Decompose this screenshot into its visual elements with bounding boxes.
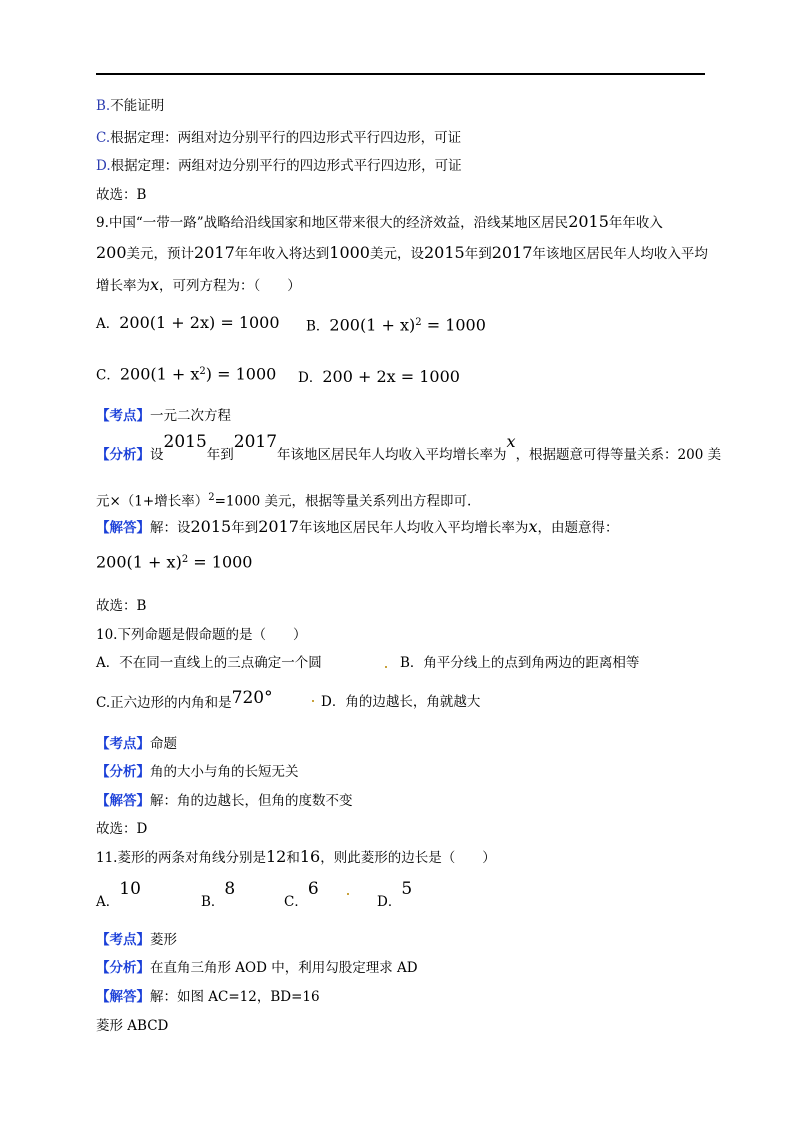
q9-option-a: A．200(1 + 2x) = 1000: [96, 313, 280, 332]
stray-mark: [385, 666, 387, 668]
q10-answer: 故选：D: [96, 821, 148, 837]
q10-kaodian: 【考点】命题: [96, 736, 177, 752]
q10-option-d: D．角的边越长，角就越大: [321, 694, 481, 710]
q8-answer: 故选：B: [96, 187, 147, 203]
q9-option-d: D．200 + 2x = 1000: [298, 367, 460, 386]
q10-stem: 10.下列命题是假命题的是（ ）: [96, 627, 307, 643]
q9-kaodian: 【考点】一元二次方程: [96, 408, 231, 424]
stray-mark: [347, 893, 349, 895]
q9-fenxi-line2: 元×（1+增长率）$^2$=1000 美元，根据等量关系列出方程即可.: [96, 492, 472, 510]
q8-option-d: D.根据定理：两组对边分别平行的四边形式平行四边形，可证: [96, 158, 462, 174]
q9-equation: $200(1 + x)^2 = 1000$: [96, 552, 253, 572]
q11-option-b: B．8: [201, 879, 236, 910]
q8-option-b: B.不能证明: [96, 98, 165, 114]
q10-option-a: A．不在同一直线上的三点确定一个圆: [96, 655, 322, 671]
q11-kaodian: 【考点】菱形: [96, 932, 177, 948]
q10-jieda: 【解答】解：角的边越长，但角的度数不变: [96, 793, 353, 809]
q11-last-line: 菱形 ABCD: [96, 1018, 169, 1034]
q10-fenxi: 【分析】角的大小与角的长短无关: [96, 764, 299, 780]
q10-option-c: C.正六边形的内角和是720°: [96, 688, 273, 711]
q11-option-d: D．5: [377, 879, 413, 910]
q9-stem-line1: 9.中国“一带一路”战略给沿线国家和地区带来很大的经济效益，沿线某地区居民2015年年收入: [96, 212, 663, 231]
q11-stem: 11.菱形的两条对角线分别是12和16，则此菱形的边长是（ ）: [96, 847, 496, 866]
q8-option-c: C.根据定理：两组对边分别平行的四边形式平行四边形，可证: [96, 130, 462, 146]
q9-fenxi: 【分析】设2015年到2017年该地区居民年人均收入平均增长率为x，根据题意可得等量关系：200 美: [96, 432, 722, 463]
q11-fenxi: 【分析】在直角三角形 AOD 中，利用勾股定理求 AD: [96, 960, 418, 976]
q11-option-c: C．6: [284, 879, 319, 910]
q9-stem-line2: 200美元，预计2017年年收入将达到1000美元，设2015年到2017年该地区居民年人均收入平均: [96, 243, 708, 262]
q10-option-b: B．角平分线上的点到角两边的距离相等: [400, 655, 640, 671]
q9-stem-line3: 增长率为x，可列方程为：（ ）: [96, 275, 301, 294]
q9-option-c: C．$200(1 + x^2) = 1000$: [96, 364, 277, 384]
q9-answer: 故选：B: [96, 598, 147, 614]
header-rule: [96, 73, 705, 75]
stray-mark: [312, 700, 314, 702]
q9-jieda: 【解答】解：设2015年到2017年该地区居民年人均收入平均增长率为x，由题意得：: [96, 517, 619, 536]
q11-jieda: 【解答】解：如图 AC=12，BD=16: [96, 989, 320, 1005]
q9-option-b: B．$200(1 + x)^2 = 1000$: [306, 315, 486, 335]
q11-option-a: A．10: [96, 879, 141, 910]
